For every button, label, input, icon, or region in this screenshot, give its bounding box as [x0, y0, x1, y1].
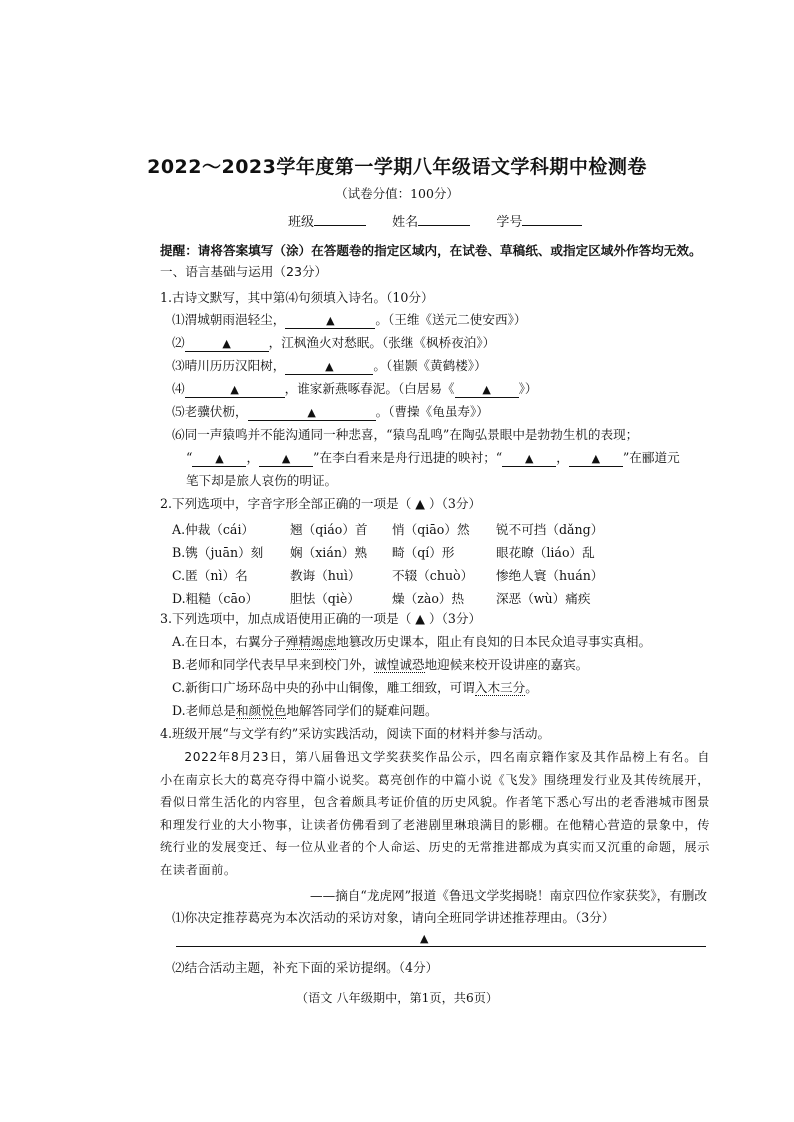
- q2-option-cell: D.粗糙（cāo）: [172, 591, 259, 606]
- q3-option-c: C.新街口广场环岛中央的孙中山铜像，雕工细致，可谓入木三分。: [172, 680, 538, 695]
- class-blank: [314, 213, 366, 226]
- q2-option-cell: 翘（qiáo）首: [290, 522, 368, 537]
- q2-option-cell: 燥（zào）热: [392, 591, 465, 606]
- q1-stem: 1.古诗文默写，其中第⑷句须填入诗名。（10分）: [160, 290, 434, 305]
- q1-line-5: ⑸老骥伏枥， ▲ 。（曹操《龟虽寿》）: [172, 404, 489, 419]
- reading-passage: 2022年8月23日，第八届鲁迅文学奖获奖作品公示，四名南京籍作家及其作品榜上有名。自小在南京长大的葛亮夺得中篇小说奖。葛亮创作的中篇小说《飞发》围绕理发行业及其传统展开，看似日常生活化的内容里，包含着颇具考证价值的历史风貌。作者笔下悉心写出的老香港城市图景和理发行业的大小物事，让读者仿佛看到了老港剧里琳琅满目的影棚。在他精心营造的景象中，传统行业的发展变迁、每一位从业者的个人命运、历史的无常推进都成为真实而又沉重的命题，展示在读者面前。: [160, 750, 710, 877]
- q1-line-6a: ⑹同一声猿鸣并不能沟通同一种悲喜，“猿鸟乱鸣”在陶弘景眼中是勃勃生机的表现；: [172, 427, 639, 442]
- q1-line-4: ⑷ ▲ ，谁家新燕啄春泥。（白居易《 ▲ 》）: [172, 381, 538, 396]
- q4-sub1: ⑴你决定推荐葛亮为本次活动的采访对象，请向全班同学讲述推荐理由。（3分）: [172, 910, 615, 925]
- answer-blank: ▲: [259, 451, 313, 467]
- page-footer: （语文 八年级期中，第1页，共6页）: [295, 991, 499, 1005]
- passage-source: ——摘自“龙虎网”报道《鲁迅文学奖揭晓！南京四位作家获奖》，有删改: [310, 888, 707, 903]
- answer-blank: ▲: [285, 359, 373, 375]
- name-field: 姓名: [392, 211, 470, 230]
- answer-blank: ▲: [185, 382, 285, 398]
- q1-line-2: ⑵ ▲ ，江枫渔火对愁眠。（张继《枫桥夜泊》）: [172, 335, 496, 350]
- answer-blank: ▲: [569, 451, 623, 467]
- q2-option-cell: A.仲裁（cái）: [172, 522, 255, 537]
- name-blank: [418, 213, 470, 226]
- q2-option-cell: C.匿（nì）名: [172, 568, 248, 583]
- reminder-text: 提醒：请将答案填写（涂）在答题卷的指定区域内，在试卷、草稿纸、或指定区域外作答均无效。: [160, 243, 702, 258]
- exam-title: 2022～2023学年度第一学期八年级语文学科期中检测卷: [147, 156, 647, 178]
- q2-option-cell: 娴（xián）熟: [290, 545, 368, 560]
- q1-line-6c: 笔下却是旅人哀伤的明证。: [186, 473, 338, 488]
- answer-marker: ▲: [420, 932, 429, 945]
- score-note: （试卷分值：100分）: [335, 186, 459, 201]
- q2-option-cell: 深恶（wù）痛疾: [496, 591, 591, 606]
- answer-blank: ▲: [502, 451, 556, 467]
- poem-name-blank: ▲: [455, 382, 519, 398]
- q1-line-6b: “ ▲ ， ▲ ”在李白看来是舟行迅捷的映衬；“ ▲ ， ▲ ”在郦道元: [186, 450, 680, 465]
- dotted-idiom: 和颜悦色: [236, 703, 287, 718]
- section-heading: 一、语言基础与运用（23分）: [160, 264, 328, 279]
- answer-blank: ▲: [248, 405, 376, 421]
- q1-line-1: ⑴渭城朝雨浥轻尘， ▲ 。（王维《送元二使安西》）: [172, 312, 527, 327]
- answer-line: [176, 946, 706, 947]
- q3-option-b: B.老师和同学代表早早来到校门外，诚惶诚恐地迎候来校开设讲座的嘉宾。: [172, 657, 589, 672]
- dotted-idiom: 殚精竭虑: [285, 634, 337, 649]
- number-blank: [522, 213, 582, 226]
- q2-option-cell: 教诲（huì）: [290, 568, 361, 583]
- q2-option-cell: 锐不可挡（dǎng）: [496, 522, 604, 537]
- student-info-row: [288, 211, 604, 230]
- q3-stem: 3.下列选项中，加点成语使用正确的一项是（ ▲ ）（3分）: [160, 611, 482, 626]
- answer-blank: ▲: [285, 313, 375, 329]
- dotted-idiom: 入木三分: [474, 680, 526, 695]
- q2-option-cell: 胆怯（qiè）: [290, 591, 360, 606]
- q4-sub2: ⑵结合活动主题，补充下面的采访提纲。（4分）: [172, 960, 439, 975]
- q2-option-cell: 眼花瞭（liáo）乱: [496, 545, 595, 560]
- q3-option-a: A.在日本，右翼分子殚精竭虑地篡改历史课本，阻止有良知的日本民众追寻事实真相。: [172, 634, 652, 649]
- class-field: 班级: [288, 211, 366, 230]
- q1-line-3: ⑶晴川历历汉阳树， ▲ 。（崔颢《黄鹤楼》）: [172, 358, 487, 373]
- answer-blank: ▲: [185, 336, 269, 352]
- q2-option-cell: B.镌（juān）刻: [172, 545, 264, 560]
- q4-stem: 4.班级开展“与文学有约”采访实践活动，阅读下面的材料并参与活动。: [160, 726, 551, 741]
- q2-option-cell: 不辍（chuò）: [392, 568, 474, 583]
- q2-stem: 2.下列选项中，字音字形全部正确的一项是（ ▲ ）（3分）: [160, 496, 482, 511]
- answer-blank: ▲: [192, 451, 246, 467]
- q3-option-d: D.老师总是和颜悦色地解答同学们的疑难问题。: [172, 703, 438, 718]
- dotted-idiom: 诚惶诚恐: [374, 657, 425, 672]
- q2-option-cell: 畸（qí）形: [392, 545, 455, 560]
- number-field: 学号: [496, 211, 582, 230]
- q2-option-cell: 悄（qiāo）然: [392, 522, 470, 537]
- q2-option-cell: 惨绝人寰（huán）: [496, 568, 604, 583]
